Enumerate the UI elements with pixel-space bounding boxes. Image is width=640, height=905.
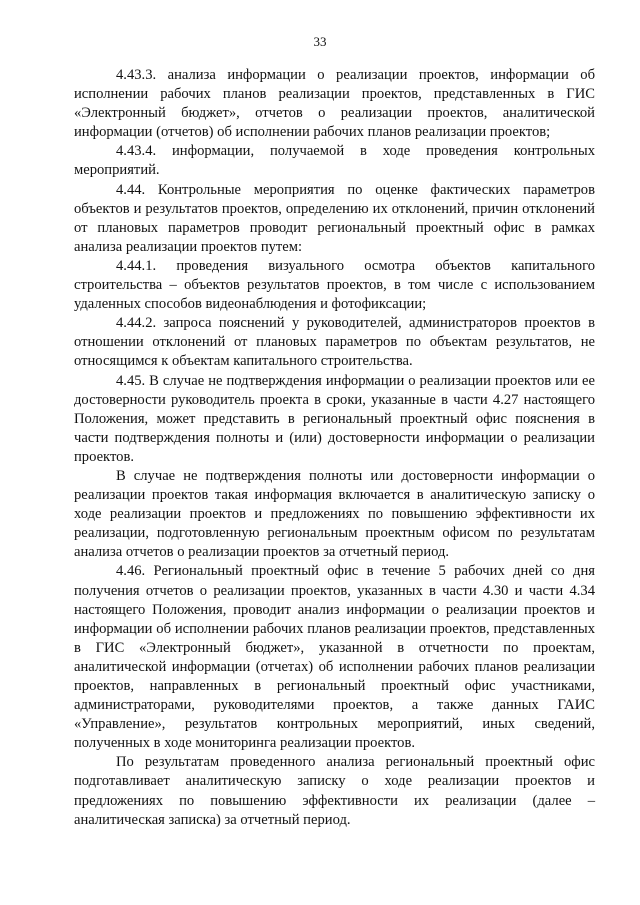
paragraph-4-44-2: 4.44.2. запроса пояснений у руководителей, администраторов проектов в отношении отклонений от плановых параметров по объектам результатов, не относящимся к объектам капитального строительства.	[74, 315, 595, 370]
paragraph-4-45: 4.45. В случае не подтверждения информации о реализации проектов или ее достоверности руководитель проекта в сроки, указанные в части 4.27 настоящего Положения, может представить в региональный проектный офис пояснения в части подтверждения полноты и (или) достоверности информации о реализации проектов.	[74, 372, 595, 465]
paragraph-4-46: 4.46. Региональный проектный офис в течение 5 рабочих дней со дня получения отчетов о реализации проектов, указанных в части 4.30 и части 4.34 настоящего Положения, проводит анализ информации о реализации проектов и информации об исполнении рабочих планов реализации проектов, представленных в ГИС «Электронный бюджет», указанной в отчетности по проектам, аналитической информации (отчетах) об исполнении рабочих планов реализации проектов, направленных в региональный проектный офис участниками, администраторами, руководителями проектов, а также данных ГАИС «Управление», результатов контрольных мероприятий, иных сведений, полученных в ходе мониторинга реализации проектов.	[74, 563, 595, 752]
page-number: 33	[313, 34, 327, 49]
paragraph-4-43-4: 4.43.4. информации, получаемой в ходе проведения контрольных мероприятий.	[74, 143, 595, 179]
paragraph-4-43-3: 4.43.3. анализа информации о реализации проектов, информации об исполнении рабочих планов реализации проектов, представленных в ГИС «Электронный бюджет», отчетов о реализации проектов, аналитической информации (отчетов) об исполнении рабочих планов реализации проектов;	[74, 67, 595, 141]
document-body	[74, 66, 595, 830]
paragraph-4-44-1: 4.44.1. проведения визуального осмотра объектов капитального строительства – объектов результатов проектов, в том числе с использованием удаленных способов видеонаблюдения и фотофиксации;	[74, 257, 595, 313]
paragraph-4-44: 4.44. Контрольные мероприятия по оценке фактических параметров объектов и результатов проектов, определению их отклонений, причин отклонений от плановых параметров проводит региональный проектный офис в рамках анализа реализации проектов путем:	[74, 181, 595, 255]
paragraph-4-46-continued: По результатам проведенного анализа региональный проектный офис подготавливает аналитическую записку о ходе реализации проектов и предложениях по повышению эффективности их реализации (далее – аналитическая записка) за отчетный период.	[74, 754, 595, 828]
paragraph-4-45-continued: В случае не подтверждения полноты или достоверности информации о реализации проектов такая информация включается в аналитическую записку о ходе реализации проектов и предложениях по повышению эффективности их реализации, подготовленную региональным проектным офисом по результатам анализа отчетов о реализации проектов за отчетный период.	[74, 467, 595, 561]
